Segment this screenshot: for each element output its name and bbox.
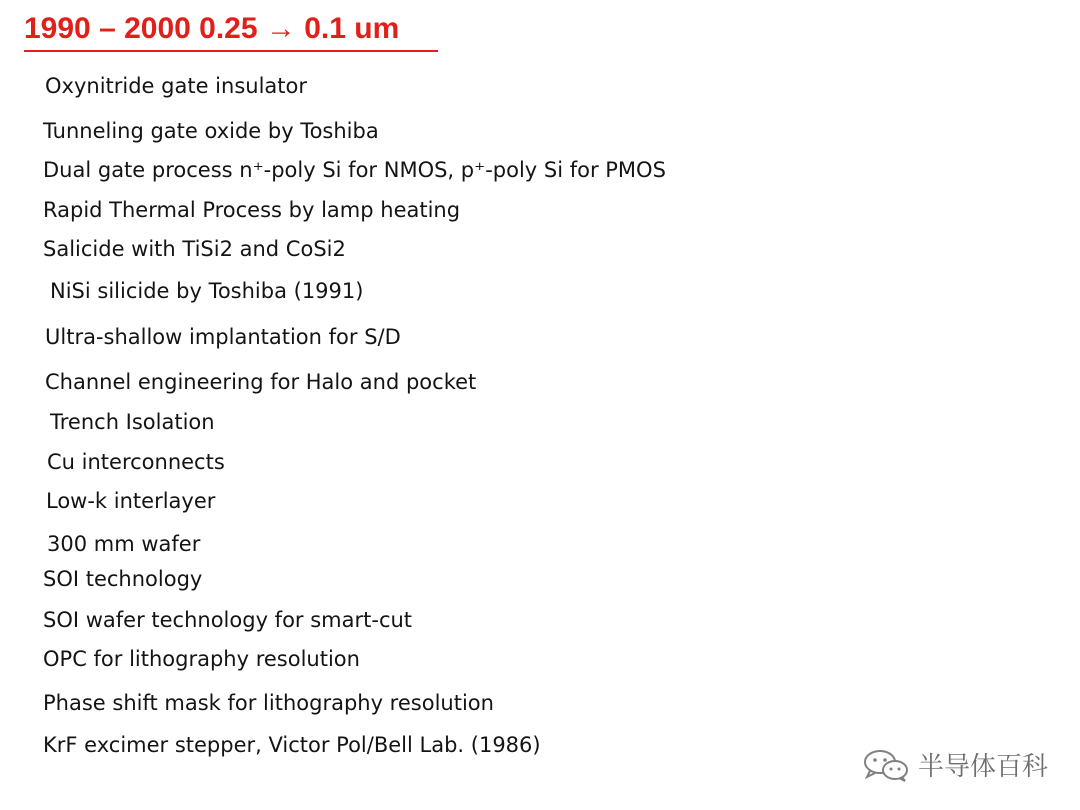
title-underline bbox=[24, 50, 438, 52]
list-item: OPC for lithography resolution bbox=[43, 647, 360, 671]
list-item: Low-k interlayer bbox=[46, 489, 216, 513]
list-item: Tunneling gate oxide by Toshiba bbox=[43, 119, 379, 143]
list-item: KrF excimer stepper, Victor Pol/Bell Lab. (1986) bbox=[43, 733, 541, 757]
list-item: Phase shift mask for lithography resolution bbox=[43, 691, 494, 715]
list-item: SOI technology bbox=[43, 567, 203, 591]
list-item: SOI wafer technology for smart-cut bbox=[43, 608, 413, 632]
wechat-icon bbox=[862, 748, 910, 782]
list-item: Cu interconnects bbox=[47, 450, 225, 474]
list-item: Trench Isolation bbox=[50, 410, 215, 434]
list-item: Salicide with TiSi2 and CoSi2 bbox=[43, 237, 346, 261]
slide-title: 1990 – 2000 0.25 → 0.1 um bbox=[24, 12, 400, 45]
watermark bbox=[862, 746, 1048, 783]
list-item: Rapid Thermal Process by lamp heating bbox=[43, 198, 461, 222]
list-item: Ultra-shallow implantation for S/D bbox=[45, 325, 401, 349]
list-item: NiSi silicide by Toshiba (1991) bbox=[50, 279, 364, 303]
list-item: Oxynitride gate insulator bbox=[45, 74, 307, 98]
list-item: Channel engineering for Halo and pocket bbox=[45, 370, 477, 394]
watermark-text: 半导体百科 bbox=[917, 752, 1048, 782]
list-item: Dual gate process n⁺-poly Si for NMOS, p⁺-poly Si for PMOS bbox=[43, 158, 666, 182]
list-item: 300 mm wafer bbox=[47, 532, 201, 556]
